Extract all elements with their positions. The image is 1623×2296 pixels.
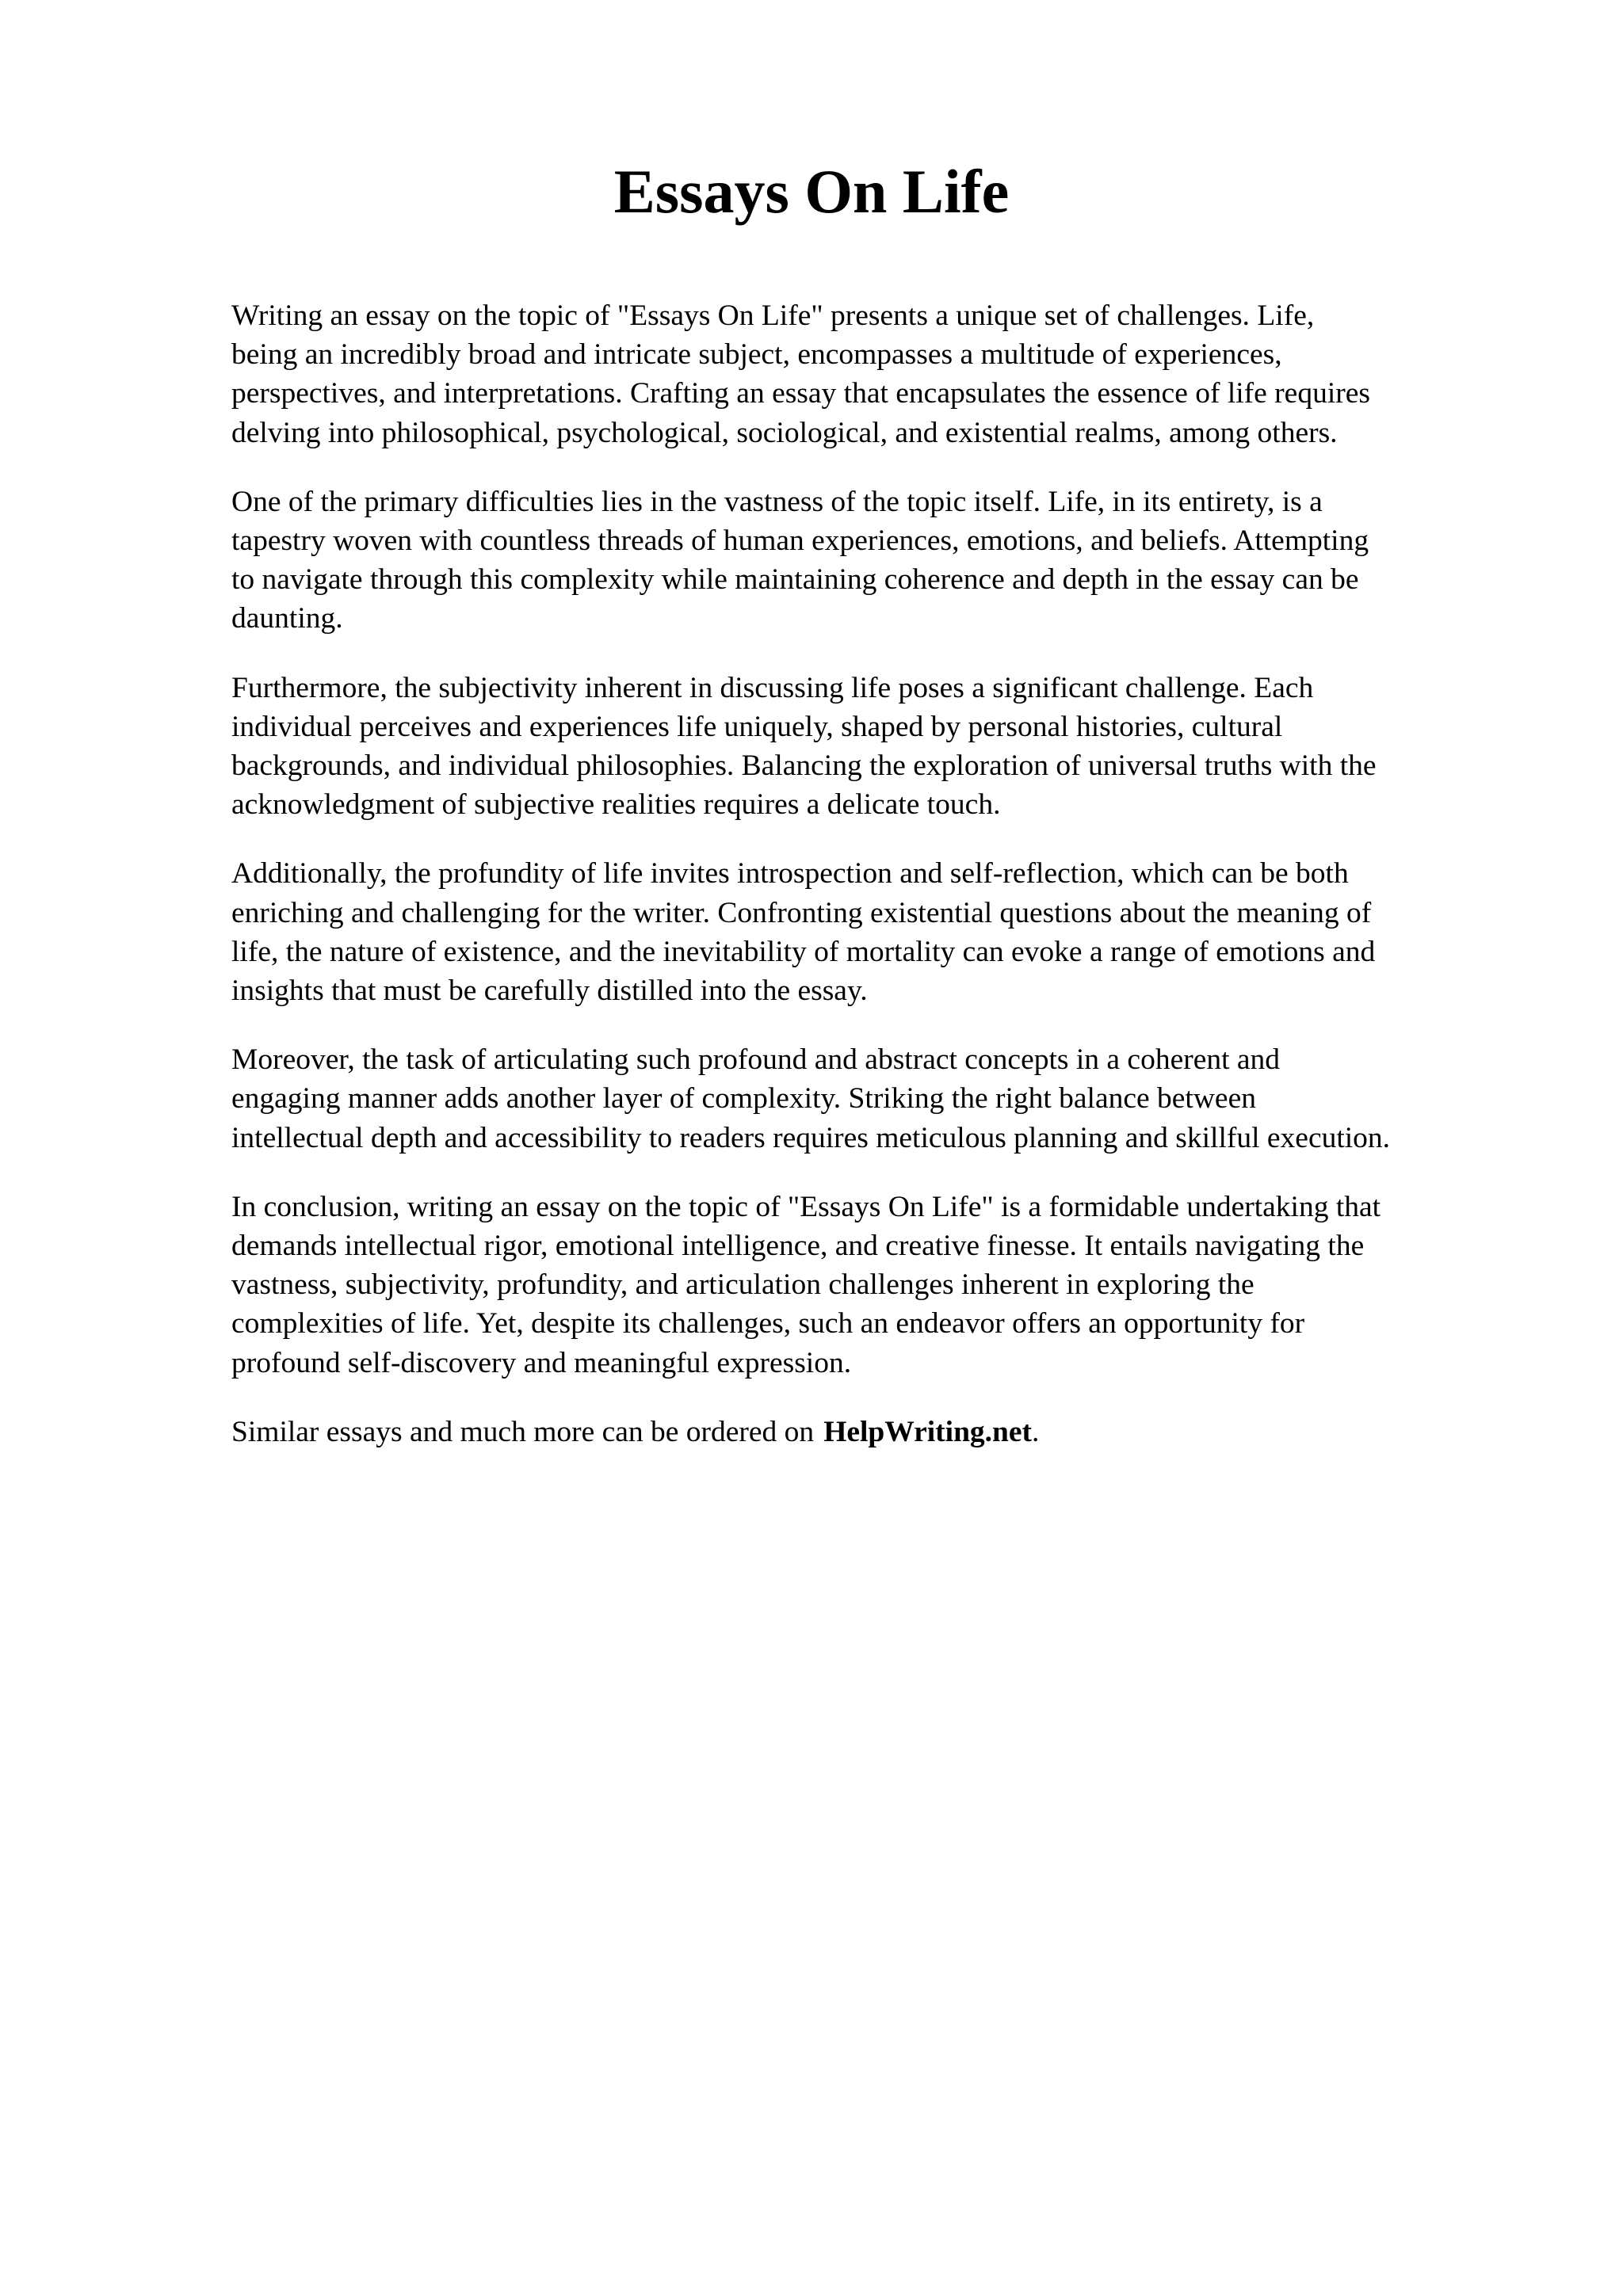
closing-period: .	[1032, 1415, 1040, 1448]
paragraph-line: One of the primary difficulties lies in the vastness of the topic itself. Life, in its entirety, is a	[231, 485, 1323, 518]
paragraph-6	[231, 1188, 1531, 1383]
helpwriting-link[interactable]: HelpWriting.net	[823, 1415, 1033, 1448]
paragraph-line: vastness, subjectivity, profundity, and articulation challenges inherent in exploring the	[231, 1268, 1254, 1302]
paragraph-3	[231, 669, 1531, 825]
paragraph-line: life, the nature of existence, and the inevitability of mortality can evoke a range of emotions and	[231, 935, 1376, 968]
paragraph-line: acknowledgment of subjective realities requires a delicate touch.	[231, 788, 1001, 822]
paragraph-line: individual perceives and experiences life uniquely, shaped by personal histories, cultural	[231, 710, 1283, 743]
paragraph-5	[231, 1040, 1531, 1158]
paragraph-line: In conclusion, writing an essay on the topic of "Essays On Life" is a formidable undertaking that	[231, 1190, 1381, 1223]
paragraph-line: tapestry woven with countless threads of human experiences, emotions, and beliefs. Attempting	[231, 524, 1369, 558]
paragraph-line: being an incredibly broad and intricate subject, encompasses a multitude of experiences,	[231, 338, 1282, 372]
document-title: Essays On Life	[613, 157, 1010, 226]
paragraph-line: demands intellectual rigor, emotional intelligence, and creative finesse. It entails navigating the	[231, 1230, 1365, 1263]
paragraph-line: Moreover, the task of articulating such profound and abstract concepts in a coherent and	[231, 1043, 1281, 1077]
paragraph-4	[231, 854, 1531, 1010]
paragraph-2	[231, 482, 1531, 639]
paragraph-1	[231, 296, 1531, 452]
document-body	[231, 296, 1531, 1451]
paragraph-line: Writing an essay on the topic of "Essays On Life" presents a unique set of challenges. Life,	[231, 299, 1315, 332]
paragraph-line: complexities of life. Yet, despite its challenges, such an endeavor offers an opportunity for	[231, 1307, 1305, 1341]
paragraph-line: daunting.	[231, 602, 343, 635]
closing-line	[231, 1413, 1531, 1451]
paragraph-line: Furthermore, the subjectivity inherent in discussing life poses a significant challenge. Each	[231, 671, 1314, 704]
paragraph-line: intellectual depth and accessibility to readers requires meticulous planning and skillful execution.	[231, 1121, 1391, 1154]
paragraph-line: engaging manner adds another layer of complexity. Striking the right balance between	[231, 1082, 1256, 1116]
paragraph-line: enriching and challenging for the writer. Confronting existential questions about the meaning of	[231, 896, 1372, 929]
paragraph-line: backgrounds, and individual philosophies. Balancing the exploration of universal truths with the	[231, 749, 1377, 783]
paragraph-line: delving into philosophical, psychological, sociological, and existential realms, among others.	[231, 416, 1338, 449]
paragraph-line: insights that must be carefully distilled into the essay.	[231, 974, 868, 1008]
paragraph-line: profound self-discovery and meaningful expression.	[231, 1346, 852, 1379]
paragraph-line: perspectives, and interpretations. Crafting an essay that encapsulates the essence of life requires	[231, 377, 1370, 410]
paragraph-line: Additionally, the profundity of life invites introspection and self-reflection, which can be both	[231, 857, 1349, 891]
closing-text: Similar essays and much more can be ordered on	[231, 1415, 815, 1448]
paragraph-line: to navigate through this complexity while maintaining coherence and depth in the essay can be	[231, 563, 1359, 597]
